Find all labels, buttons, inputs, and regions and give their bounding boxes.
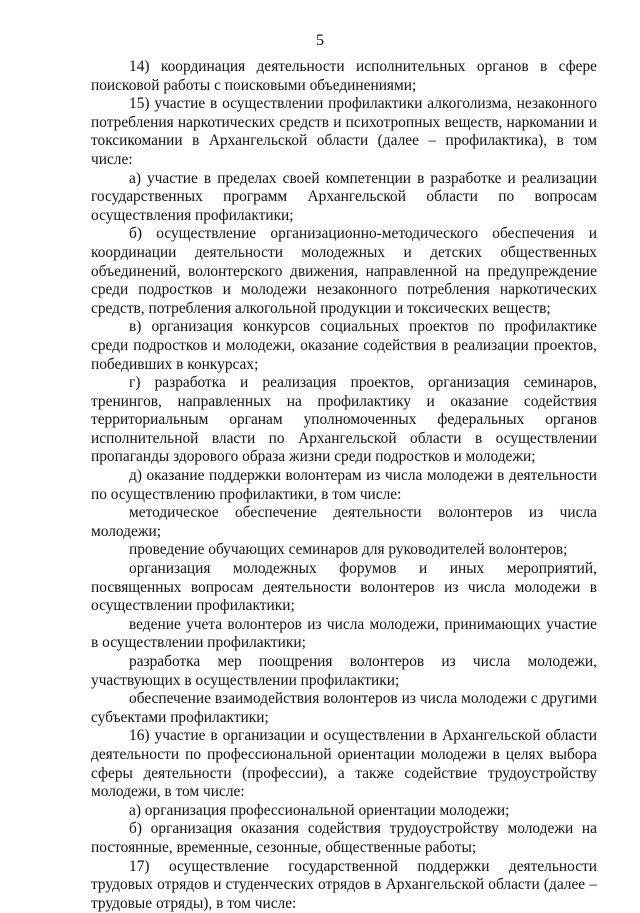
paragraph-subitem-youth-forums: организация молодежных форумов и иных мероприятий, посвященных вопросам деятельности волонтеров из числа молодежи в осуществлении профилактики;: [91, 560, 597, 615]
paragraph-subitem-incentive-measures: разработка мер поощрения волонтеров из числа молодежи, участвующих в осуществлении профилактики;: [91, 653, 597, 689]
paragraph-subitem-interaction: обеспечение взаимодействия волонтеров из числа молодежи с другими субъектами профилактики;: [91, 690, 597, 726]
paragraph-subitem-methodical-support: методическое обеспечение деятельности волонтеров из числа молодежи;: [91, 504, 597, 540]
paragraph-item-17: 17) осуществление государственной поддержки деятельности трудовых отрядов и студенческих отрядов в Архангельской области (далее – трудовые отряды), в том числе:: [91, 857, 597, 912]
paragraph-item-15: 15) участие в осуществлении профилактики алкоголизма, незаконного потребления наркотических средств и психотропных веществ, наркомании и токсикомании в Архангельской области (далее – профилактика), в том числе:: [91, 95, 597, 168]
paragraph-item-15d: д) оказание поддержки волонтерам из числа молодежи в деятельности по осуществлению профилактики, в том числе:: [91, 467, 597, 503]
paragraph-item-16: 16) участие в организации и осуществлении в Архангельской области деятельности по профессиональной ориентации молодежи в целях выбора сферы деятельности (профессии), а также содействие трудоустройству молодежи, в том числе:: [91, 727, 597, 801]
paragraph-item-14: 14) координация деятельности исполнительных органов в сфере поисковой работы с поисковыми объединениями;: [91, 58, 597, 94]
document-body: [91, 58, 597, 913]
paragraph-item-15a: а) участие в пределах своей компетенции в разработке и реализации государственных программ Архангельской области по вопросам осуществления профилактики;: [91, 169, 597, 224]
page-number: 5: [316, 32, 324, 49]
paragraph-subitem-volunteer-records: ведение учета волонтеров из числа молодежи, принимающих участие в осуществлении профилактики;: [91, 615, 597, 652]
paragraph-subitem-training-seminars: проведение обучающих семинаров для руководителей волонтеров;: [129, 541, 568, 559]
paragraph-item-16b: б) организация оказания содействия трудоустройству молодежи на постоянные, временные, сезонные, общественные работы;: [91, 820, 597, 856]
paragraph-item-15v: в) организация конкурсов социальных проектов по профилактике среди подростков и молодежи, оказание содействия в реализации проектов, победивших в конкурсах;: [91, 318, 597, 373]
paragraph-item-16a: а) организация профессиональной ориентации молодежи;: [129, 801, 510, 819]
paragraph-item-15b: б) осуществление организационно-методического обеспечения и координации деятельности молодежных и детских общественных объединений, волонтерского движения, направленной на предупреждение среди подростков и молодежи незаконного потребления наркотических средств, потребления алкогольной продукции и токсических веществ;: [91, 225, 597, 317]
paragraph-item-15g: г) разработка и реализация проектов, организация семинаров, тренингов, направленных на профилактику и оказание содействия территориальным органам уполномоченных федеральных органов исполнительной власти по Архангельской области в осуществлении пропаганды здорового образа жизни среди подростков и молодежи;: [91, 374, 597, 466]
